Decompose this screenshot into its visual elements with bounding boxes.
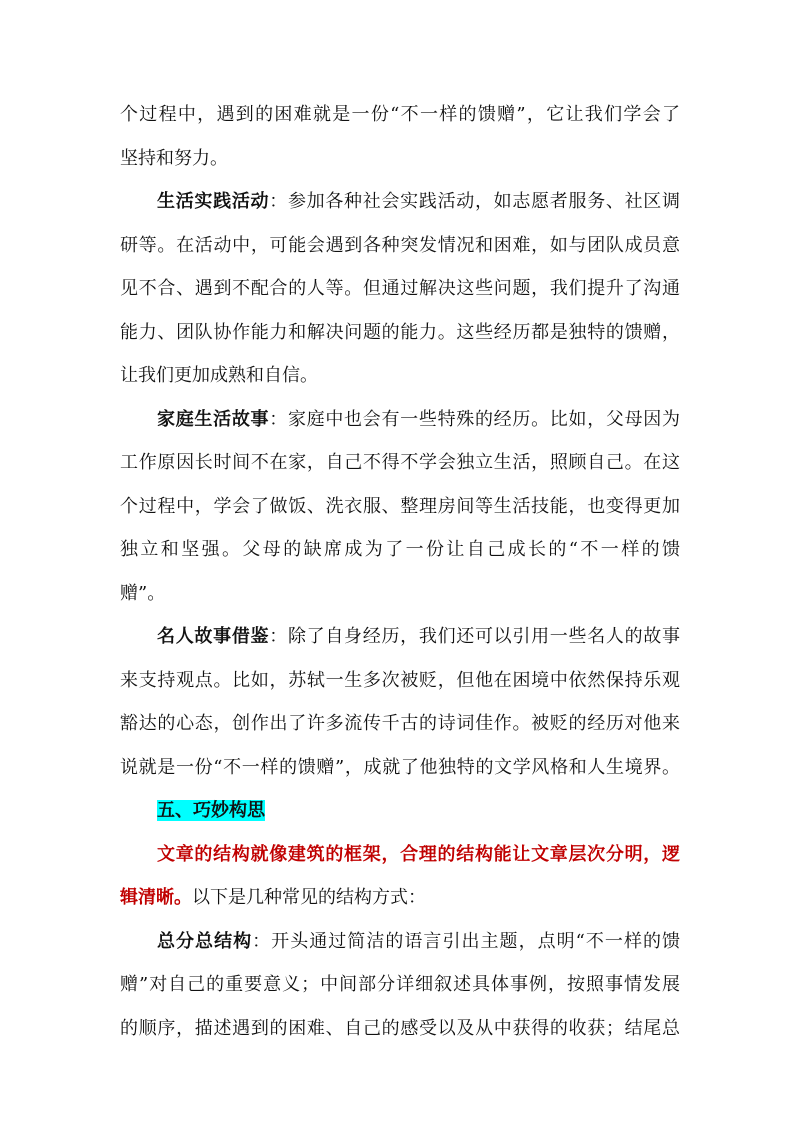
- paragraph-4-line-2: 来支持观点。比如，苏轼一生多次被贬，但他在困境中依然保持乐观: [120, 670, 680, 691]
- paragraph-3-line-5: 赠”。: [120, 583, 166, 604]
- paragraph-2-line-1: [157, 189, 680, 215]
- paragraph-6-heading: 总分总结构: [157, 931, 253, 952]
- paragraph-2-line-2: 研等。在活动中，可能会遇到各种突发情况和困难，如与团队成员意: [120, 235, 680, 256]
- paragraph-5-line-2-text: 以下是几种常见的结构方式：: [192, 887, 426, 908]
- paragraph-6-line-2: 赠”对自己的重要意义；中间部分详细叙述具体事例，按照事情发展: [120, 974, 680, 995]
- paragraph-3-line-3: 个过程中，学会了做饭、洗衣服、整理房间等生活技能，也变得更加: [120, 496, 680, 517]
- paragraph-4-line-4: 说就是一份“不一样的馈赠”，成就了他独特的文学风格和人生境界。: [120, 757, 680, 778]
- paragraph-3-line-1-text: ：家庭中也会有一些特殊的经历。比如，父母因为: [269, 409, 681, 430]
- paragraph-1-line-1: 个过程中，遇到的困难就是一份“不一样的馈赠”，它让我们学会了: [120, 104, 680, 125]
- paragraph-6-line-3: 的顺序，描述遇到的困难、自己的感受以及从中获得的收获；结尾总: [120, 1018, 680, 1039]
- paragraph-3-line-1: [157, 407, 680, 433]
- paragraph-2-heading: 生活实践活动: [157, 191, 270, 212]
- paragraph-5-line-1: 文章的结构就像建筑的框架，合理的结构能让文章层次分明，逻: [157, 844, 680, 865]
- paragraph-4-heading: 名人故事借鉴: [157, 626, 270, 647]
- paragraph-2-line-5: 让我们更加成熟和自信。: [120, 365, 318, 386]
- paragraph-3-line-2: 工作原因长时间不在家，自己不得不学会独立生活，照顾自己。在这: [120, 452, 680, 473]
- paragraph-3-heading: 家庭生活故事: [157, 409, 270, 430]
- paragraph-2-line-4: 能力、团队协作能力和解决问题的能力。这些经历都是独特的馈赠，: [120, 322, 680, 343]
- paragraph-2-line-3: 见不合、遇到不配合的人等。但通过解决这些问题，我们提升了沟通: [120, 278, 680, 299]
- section-heading-line: [157, 798, 680, 824]
- paragraph-5-line-2: [120, 885, 680, 911]
- paragraph-6-line-1: [157, 929, 680, 955]
- paragraph-4-line-3: 豁达的心态，创作出了许多流传千古的诗词佳作。被贬的经历对他来: [120, 713, 680, 734]
- paragraph-3-line-4: 独立和坚强。父母的缺席成为了一份让自己成长的“不一样的馈: [120, 539, 680, 560]
- paragraph-4-line-1: [157, 624, 680, 650]
- paragraph-6-line-1-text: ：开头通过简洁的语言引出主题，点明“不一样的馈: [252, 931, 681, 952]
- paragraph-1-line-2: 坚持和努力。: [120, 148, 228, 169]
- paragraph-4-line-1-text: ：除了自身经历，我们还可以引用一些名人的故事: [269, 626, 681, 647]
- paragraph-5-red-text: 辑清晰。: [120, 887, 192, 908]
- section-heading: 五、巧妙构思: [157, 800, 265, 821]
- paragraph-2-line-1-text: ：参加各种社会实践活动，如志愿者服务、社区调: [269, 191, 681, 212]
